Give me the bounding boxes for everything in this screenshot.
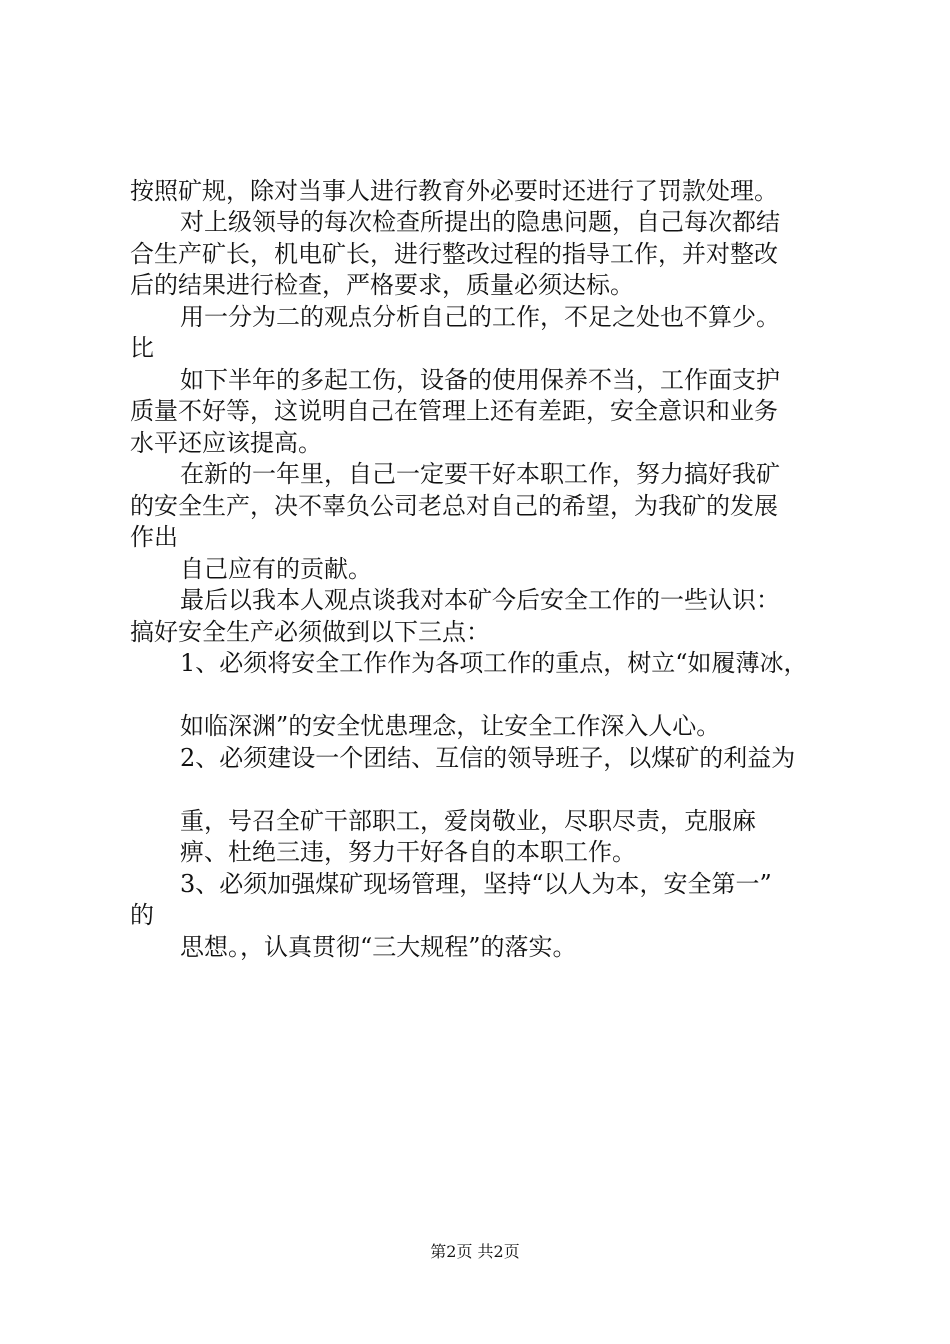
text-line: 1、必须将安全工作作为各项工作的重点，树立“如履薄冰， bbox=[180, 649, 808, 677]
text-line: 作出 bbox=[130, 523, 178, 551]
text-line: 最后以我本人观点谈我对本矿今后安全工作的一些认识： bbox=[180, 586, 780, 614]
text-line: 后的结果进行检查，严格要求，质量必须达标。 bbox=[130, 271, 634, 299]
text-line: 的安全生产，决不辜负公司老总对自己的希望，为我矿的发展 bbox=[130, 492, 778, 520]
text-line: 3、必须加强煤矿现场管理，坚持“以人为本，安全第一” bbox=[180, 870, 772, 898]
text-line: 合生产矿长，机电矿长，进行整改过程的指导工作，并对整改 bbox=[130, 240, 778, 268]
text-line: 按照矿规，除对当事人进行教育外必要时还进行了罚款处理。 bbox=[130, 177, 778, 205]
text-line: 自己应有的贡献。 bbox=[180, 555, 372, 583]
text-line: 比 bbox=[130, 334, 154, 362]
text-line: 2、必须建设一个团结、互信的领导班子，以煤矿的利益为 bbox=[180, 744, 796, 772]
text-line: 痹、杜绝三违，努力干好各自的本职工作。 bbox=[180, 838, 636, 866]
text-line: 重，号召全矿干部职工，爱岗敬业，尽职尽责，克服麻 bbox=[180, 807, 756, 835]
text-line: 水平还应该提高。 bbox=[130, 429, 322, 457]
text-line: 对上级领导的每次检查所提出的隐患问题，自己每次都结 bbox=[180, 208, 780, 236]
text-line: 用一分为二的观点分析自己的工作，不足之处也不算少。 bbox=[180, 303, 780, 331]
text-line: 如临深渊”的安全忧患理念，让安全工作深入人心。 bbox=[180, 712, 721, 740]
text-line: 在新的一年里，自己一定要干好本职工作，努力搞好我矿 bbox=[180, 460, 780, 488]
text-line: 思想。，认真贯彻“三大规程”的落实。 bbox=[180, 933, 577, 961]
text-line: 的 bbox=[130, 901, 154, 929]
text-line: 搞好安全生产必须做到以下三点： bbox=[130, 618, 490, 646]
text-line: 质量不好等，这说明自己在管理上还有差距，安全意识和业务 bbox=[130, 397, 778, 425]
text-line: 如下半年的多起工伤，设备的使用保养不当，工作面支护 bbox=[180, 366, 780, 394]
page-number-footer: 第2页 共2页 bbox=[430, 1242, 520, 1261]
